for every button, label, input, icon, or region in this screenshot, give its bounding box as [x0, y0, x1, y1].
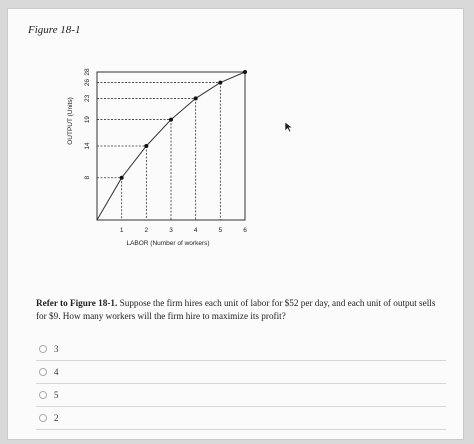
radio-button[interactable]	[39, 368, 47, 376]
y-tick-label: 28	[84, 68, 91, 76]
radio-button[interactable]	[39, 391, 47, 399]
answer-option-label: 5	[54, 390, 59, 400]
x-tick-label: 4	[193, 227, 198, 234]
x-tick-label: 6	[243, 227, 247, 234]
data-point	[144, 144, 148, 148]
x-tick-label: 1	[119, 227, 124, 234]
radio-button[interactable]	[39, 345, 47, 353]
mouse-cursor-icon	[284, 121, 294, 133]
x-tick-label: 5	[218, 227, 223, 234]
answer-option-label: 4	[54, 367, 59, 377]
answer-options	[36, 338, 446, 430]
answer-option-label: 2	[54, 413, 59, 423]
answer-option[interactable]	[36, 384, 446, 407]
question-body: Suppose the firm hires each unit of labor for $52 per day, and each unit of output sells for $9. How many workers will the firm hire to maximize its profit?	[36, 298, 436, 321]
data-point	[243, 70, 247, 74]
y-tick-label: 26	[84, 78, 91, 87]
figure-title: Figure 18-1	[28, 24, 81, 36]
x-tick-label: 2	[144, 227, 149, 234]
data-point	[169, 118, 173, 122]
question-reference: Refer to Figure 18-1.	[36, 298, 118, 308]
y-tick-label: 8	[84, 175, 91, 180]
y-tick-label: 19	[84, 115, 91, 124]
answer-option[interactable]	[36, 407, 446, 430]
radio-button[interactable]	[39, 414, 47, 422]
y-axis-label: OUTPUT (Units)	[67, 97, 74, 145]
data-point	[218, 81, 222, 85]
data-point	[120, 176, 124, 180]
y-tick-label: 23	[84, 94, 91, 103]
question-text	[36, 297, 446, 323]
answer-option[interactable]	[36, 361, 446, 384]
answer-option-label: 3	[54, 344, 59, 354]
y-tick-label: 14	[84, 142, 91, 150]
data-point	[194, 96, 198, 100]
x-tick-label: 3	[169, 227, 173, 234]
answer-option[interactable]	[36, 338, 446, 361]
x-axis-label: LABOR (Number of workers)	[126, 240, 210, 247]
